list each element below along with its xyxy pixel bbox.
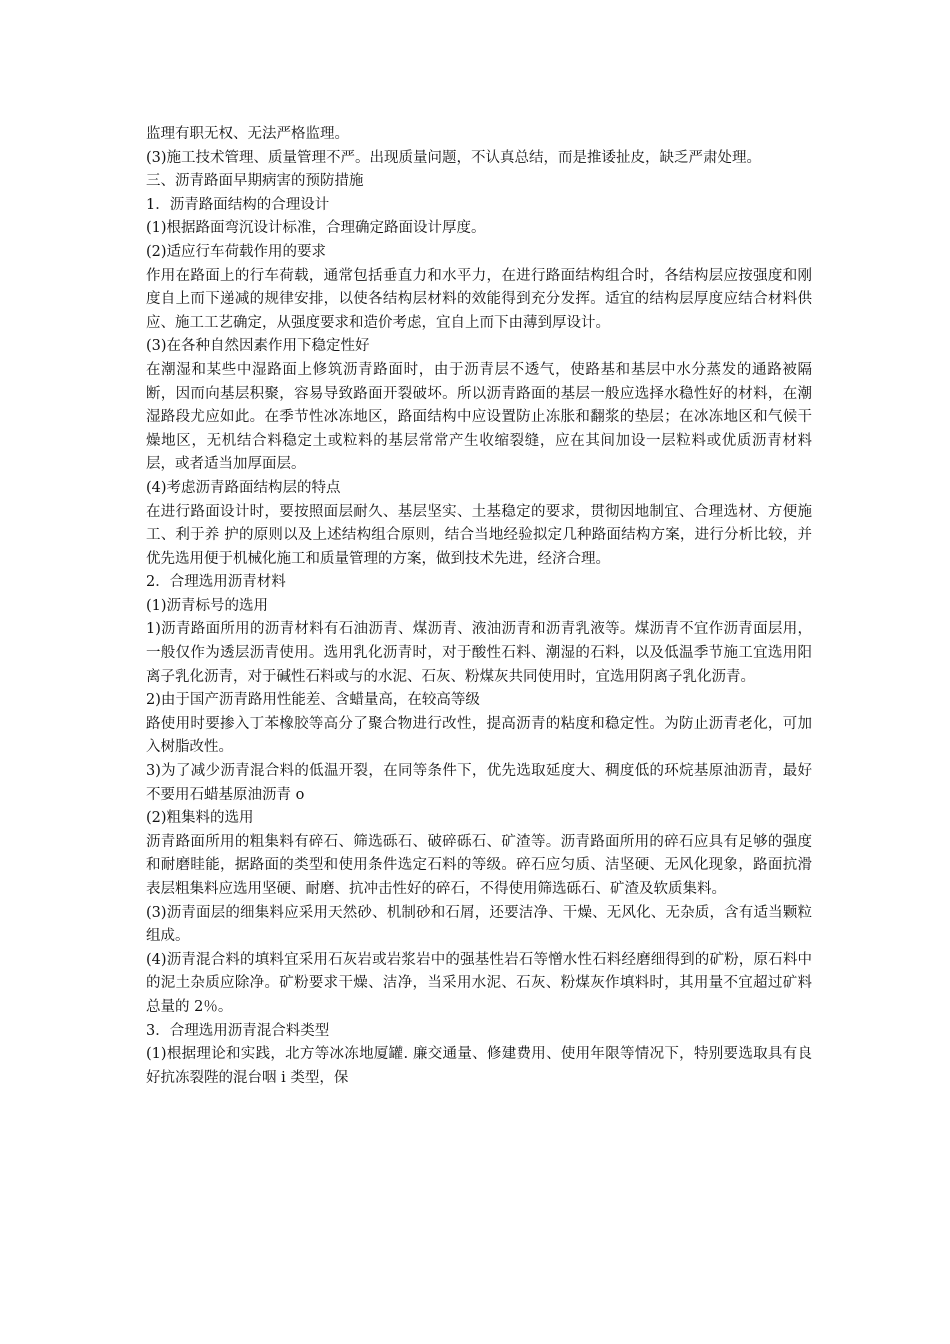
section-heading: 三、沥青路面早期病害的预防措施	[146, 173, 364, 190]
paragraph: 监理有职无权、无法严格监理。	[146, 126, 349, 142]
subsection-heading: 3．合理选用沥青混合料类型	[146, 1022, 330, 1039]
subsection-heading: 2．合理选用沥青材料	[146, 574, 286, 591]
paragraph: (1)根据理论和实践，北方等冰冻地厦罐. 廉交通量、修建费用、使用年限等情况下，特别要选取具有良好抗冻裂陛的混台咽 i 类型，保	[146, 1046, 812, 1086]
paragraph: 2)由于国产沥青路用性能差、含蜡量高，在较高等级	[146, 692, 480, 709]
paragraph: 3)为了减少沥青混合料的低温开裂，在同等条件下，优先选取延度大、稠度低的环烷基原油沥青，最好不要用石蜡基原油沥青 o	[146, 763, 812, 803]
paragraph: 沥青路面所用的粗集料有碎石、筛选砾石、破碎砾石、矿渣等。沥青路面所用的碎石应具有足够的强度和耐磨眭能，据路面的类型和使用条件选定石料的等级。碎石应匀质、洁坚硬、无风化现象，路面抗滑表层粗集料应选用坚硬、耐磨、抗冲击性好的碎石，不得使用筛选砾石、矿渣及软质集料。	[146, 833, 812, 897]
item-heading: (2)粗集料的选用	[146, 810, 254, 827]
paragraph: 1)沥青路面所用的沥青材料有石油沥青、煤沥青、液油沥青和沥青乳液等。煤沥青不宜作沥青面层用，一般仅作为透层沥青使用。选用乳化沥青时，对于酸性石料、潮湿的石料，以及低温季节施工宜选用阳离子乳化沥青，对于碱性石料或与的水泥、石灰、粉煤灰共同使用时，宜选用阴离子乳化沥青。	[146, 621, 812, 685]
subsection-heading: 1．沥青路面结构的合理设计	[146, 196, 330, 213]
paragraph: 在进行路面设计时，要按照面层耐久、基层坚实、土基稳定的要求，贯彻因地制宜、合理选材、方便施工、利于养 护的原则以及上述结构组合原则，结合当地经验拟定几种路面结构方案，进行分析比较，并优先选用便于机械化施工和质量管理的方案，做到技术先进，经济合理。	[146, 503, 812, 567]
paragraph: (1)根据路面弯沉设计标准，合理确定路面设计厚度。	[146, 220, 486, 237]
paragraph: 在潮湿和某些中湿路面上修筑沥青路面时，由于沥青层不透气，使路基和基层中水分蒸发的通路被隔断，因而向基层积聚，容易导致路面开裂破坏。所以沥青路面的基层一般应选择水稳性好的材料，在潮湿路段尤应如此。在季节性冰冻地区，路面结构中应设置防止冻胀和翻浆的垫层；在冰冻地区和气候干燥地区，无机结合料稳定土或粒料的基层常常产生收缩裂缝，应在其间加设一层粒料或优质沥青材料层，或者适当加厚面层。	[146, 361, 812, 473]
paragraph: (4)沥青混合料的填料宜采用石灰岩或岩浆岩中的强基性岩石等憎水性石料经磨细得到的矿粉，原石料中的泥土杂质应除净。矿粉要求干燥、洁净，当采用水泥、石灰、粉煤灰作填料时，其用量不宜超过矿料总量的 2％。	[146, 951, 812, 1015]
document-body	[146, 123, 812, 1090]
paragraph: (3)沥青面层的细集料应采用天然砂、机制砂和石屑，还要洁净、干燥、无风化、无杂质，含有适当颗粒组成。	[146, 904, 812, 945]
item-heading: (2)适应行车荷载作用的要求	[146, 243, 327, 260]
item-heading: (1)沥青标号的选用	[146, 597, 269, 614]
paragraph: 作用在路面上的行车荷载，通常包括垂直力和水平力，在进行路面结构组合时，各结构层应按强度和刚度自上而下递减的规律安排，以使各结构层材料的效能得到充分发挥。适宜的结构层厚度应结合材料供应、施工工艺确定，从强度要求和造价考虑，宜自上而下由薄到厚设计。	[146, 267, 812, 331]
item-heading: (4)考虑沥青路面结构层的特点	[146, 479, 341, 496]
item-heading: (3)在各种自然因素作用下稳定性好	[146, 338, 370, 355]
paragraph: 路使用时要掺入丁苯橡胶等高分了聚合物进行改性，提高沥青的粘度和稳定性。为防止沥青老化，可加入树脂改性。	[146, 715, 812, 756]
paragraph: (3)施工技术管理、质量管理不严。出现质量问题，不认真总结，而是推诿扯皮，缺乏严肃处理。	[146, 149, 762, 166]
